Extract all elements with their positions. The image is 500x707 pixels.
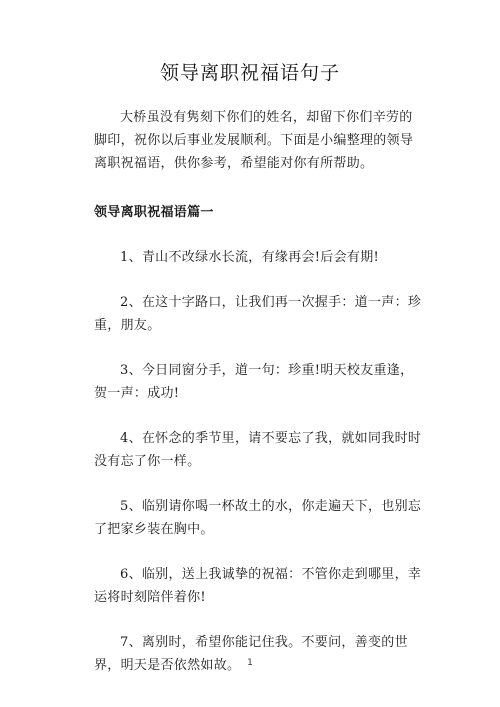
- list-item-6: 6、临别，送上我诚挚的祝福：不管你走到哪里，幸运将时刻陪伴着你!: [94, 567, 422, 605]
- list-item-1: 1、青山不改绿水长流，有缘再会!后会有期!: [120, 250, 380, 265]
- section-heading: 领导离职祝福语篇一: [94, 205, 214, 220]
- list-item-4: 4、在怀念的季节里，请不要忘了我，就如同我时时没有忘了你一样。: [94, 431, 422, 469]
- document-body: [94, 106, 424, 699]
- page-title: 领导离职祝福语句子: [159, 62, 340, 84]
- page-number: 1: [247, 658, 253, 668]
- list-item-5: 5、临别请你喝一杯故土的水，你走遍天下，也别忘了把家乡装在胸中。: [94, 499, 422, 537]
- list-item-3: 3、今日同窗分手，道一句：珍重!明天校友重逢，贺一声：成功!: [94, 363, 414, 401]
- intro-paragraph: 大桥虽没有隽刻下你们的姓名，却留下你们辛劳的脚印，祝你以后事业发展顺利。下面是小编整理的领导离职祝福语，供你参考，希望能对你有所帮助。: [94, 110, 414, 171]
- list-item-7: 7、离别时，希望你能记住我。不要问，善变的世界，明天是否依然如故。: [94, 635, 408, 673]
- list-item-2: 2、在这十字路口，让我们再一次握手：道一声：珍重，朋友。: [94, 295, 422, 333]
